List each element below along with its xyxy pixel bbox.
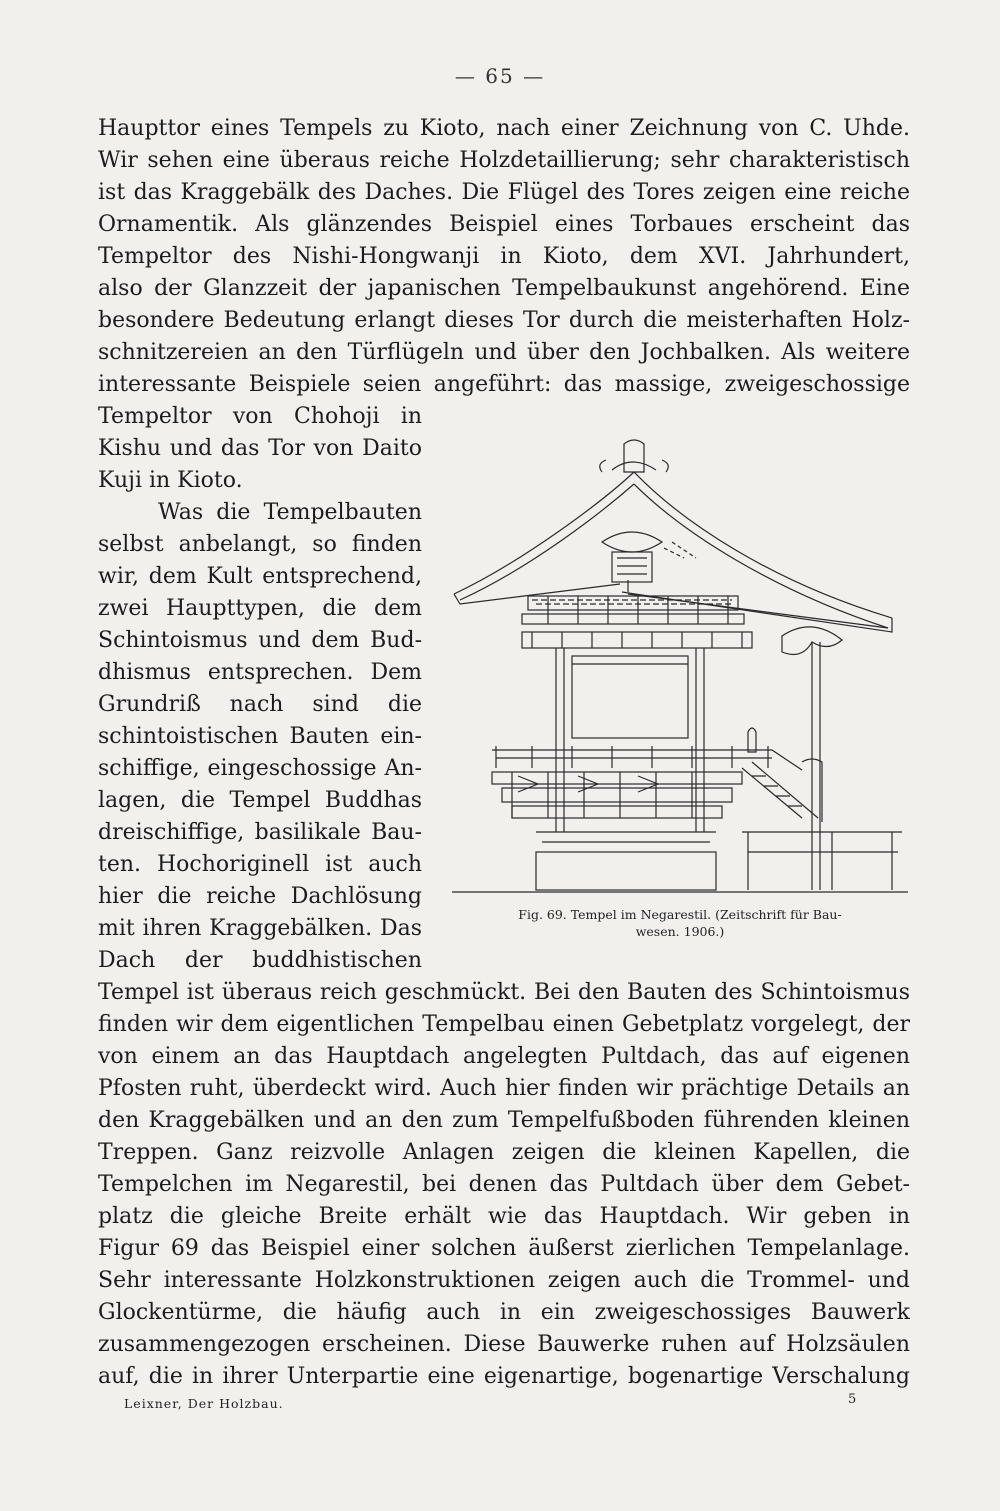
- text-line: interessante Beispiele seien angeführt: das massige, zweigeschossige: [98, 372, 910, 397]
- text-line: Treppen. Ganz reizvolle Anlagen zeigen die kleinen Kapellen, die: [98, 1140, 910, 1165]
- text-line: auf, die in ihrer Unterpartie eine eigenartige, bogenartige Verschalung: [98, 1364, 910, 1389]
- signature-mark: 5: [848, 1392, 857, 1407]
- text-line: Pfosten ruht, überdeckt wird. Auch hier finden wir prächtige Details an: [98, 1076, 910, 1101]
- figure-caption-line: wesen. 1906.): [635, 924, 725, 939]
- text-line: Schintoismus und dem Bud-: [98, 628, 422, 653]
- text-line: schintoistischen Bauten ein-: [98, 724, 422, 749]
- text-line: Sehr interessante Holzkonstruktionen zeigen auch die Trommel- und: [98, 1268, 910, 1293]
- text-line: hier die reiche Dachlösung: [98, 884, 422, 909]
- text-line: schnitzereien an den Türflügeln und über den Jochbalken. Als weitere: [98, 340, 910, 365]
- text-line: besondere Bedeutung erlangt dieses Tor durch die meisterhaften Holz-: [98, 308, 910, 333]
- text-line: schiffige, eingeschossige An-: [98, 756, 422, 781]
- text-line: Tempel ist überaus reich geschmückt. Bei den Bauten des Schintoismus: [98, 980, 910, 1005]
- text-line: lagen, die Tempel Buddhas: [98, 788, 422, 813]
- text-line: Kishu und das Tor von Daito: [98, 436, 422, 461]
- page-number: — 65 —: [454, 64, 546, 88]
- text-line: Tempeltor von Chohoji in: [98, 404, 422, 429]
- text-line: Wir sehen eine überaus reiche Holzdetaillierung; sehr charakteristisch: [98, 148, 910, 173]
- text-line: Tempeltor des Nishi-Hongwanji in Kioto, dem XVI. Jahrhundert,: [98, 244, 910, 269]
- text-line: Ornamentik. Als glänzendes Beispiel eines Torbaues erscheint das: [98, 212, 910, 237]
- text-line: platz die gleiche Breite erhält wie das Hauptdach. Wir geben in: [98, 1204, 910, 1229]
- text-line: Kuji in Kioto.: [98, 468, 243, 493]
- figure-caption-line: Fig. 69. Tempel im Negarestil. (Zeitschrift für Bau-: [518, 907, 842, 922]
- text-line: Was die Tempelbauten: [158, 500, 422, 525]
- text-line: ist das Kraggebälk des Daches. Die Flügel des Tores zeigen eine reiche: [98, 180, 910, 205]
- text-line: zusammengezogen erscheinen. Diese Bauwerke ruhen auf Holzsäulen: [98, 1332, 910, 1357]
- text-line: dhismus entsprechen. Dem: [98, 660, 422, 685]
- temple-illustration: [452, 432, 908, 900]
- text-line: Grundriß nach sind die: [98, 692, 422, 717]
- text-line: also der Glanzzeit der japanischen Tempelbaukunst angehörend. Eine: [98, 276, 910, 301]
- text-line: selbst anbelangt, so finden: [98, 532, 422, 557]
- text-line: dreischiffige, basilikale Bau-: [98, 820, 422, 845]
- text-line: den Kraggebälken und an den zum Tempelfußboden führenden kleinen: [98, 1108, 910, 1133]
- text-line: Dach der buddhistischen: [98, 948, 422, 973]
- text-line: Glockentürme, die häufig auch in ein zweigeschossiges Bauwerk: [98, 1300, 910, 1325]
- text-line: mit ihren Kraggebälken. Das: [98, 916, 422, 941]
- text-line: Tempelchen im Negarestil, bei denen das Pultdach über dem Gebet-: [98, 1172, 910, 1197]
- text-line: zwei Haupttypen, die dem: [98, 596, 422, 621]
- text-line: wir, dem Kult entsprechend,: [98, 564, 422, 589]
- text-line: Figur 69 das Beispiel einer solchen äußerst zierlichen Tempelanlage.: [98, 1236, 910, 1261]
- text-line: finden wir dem eigentlichen Tempelbau einen Gebetplatz vorgelegt, der: [98, 1012, 910, 1037]
- text-line: Haupttor eines Tempels zu Kioto, nach einer Zeichnung von C. Uhde.: [98, 116, 910, 141]
- text-line: von einem an das Hauptdach angelegten Pultdach, das auf eigenen: [98, 1044, 910, 1069]
- text-line: ten. Hochoriginell ist auch: [98, 852, 422, 877]
- footer-title: Leixner, Der Holzbau.: [124, 1396, 284, 1411]
- figure-caption: [470, 906, 890, 940]
